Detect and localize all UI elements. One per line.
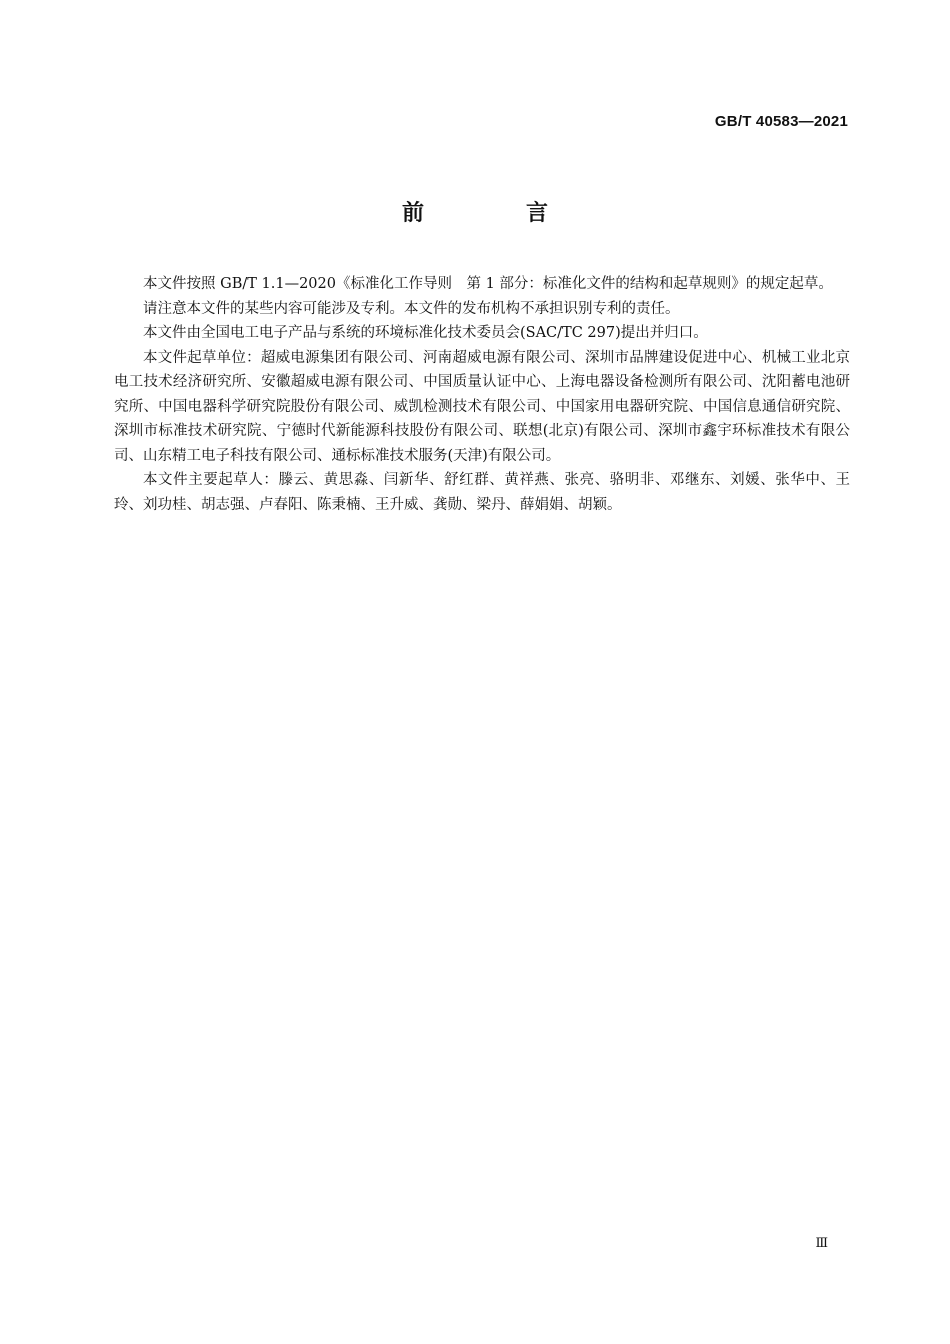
paragraph-drafting-rules: 本文件按照 GB/T 1.1—2020《标准化工作导则 第 1 部分：标准化文件的结构和起草规则》的规定起草。 — [143, 276, 833, 292]
foreword-body — [114, 272, 850, 517]
paragraph-drafting-units: 本文件起草单位：超威电源集团有限公司、河南超威电源有限公司、深圳市品牌建设促进中心、机械工业北京电工技术经济研究所、安徽超威电源有限公司、中国质量认证中心、上海电器设备检测所有限公司、沈阳蓄电池研究所、中国电器科学研究院股份有限公司、威凯检测技术有限公司、中国家用电器研究院、中国信息通信研究院、深圳市标准技术研究院、宁德时代新能源科技股份有限公司、联想(北京)有限公司、深圳市鑫宇环标准技术有限公司、山东精工电子科技有限公司、通标标准技术服务(天津)有限公司。 — [114, 349, 850, 464]
page-title: 前 言 — [401, 201, 588, 226]
standard-number: GB/T 40583—2021 — [714, 113, 848, 130]
paragraph-drafters: 本文件主要起草人：滕云、黄思淼、闫新华、舒红群、黄祥燕、张亮、骆明非、邓继东、刘媛、张华中、王玲、刘功桂、胡志强、卢春阳、陈秉楠、王升威、龚勋、梁丹、薛娟娟、胡颖。 — [114, 472, 850, 513]
paragraph-patent-notice: 请注意本文件的某些内容可能涉及专利。本文件的发布机构不承担识别专利的责任。 — [143, 300, 680, 317]
page-number: Ⅲ — [815, 1236, 828, 1251]
paragraph-committee: 本文件由全国电工电子产品与系统的环境标准化技术委员会(SAC/TC 297)提出并归口。 — [143, 325, 708, 341]
